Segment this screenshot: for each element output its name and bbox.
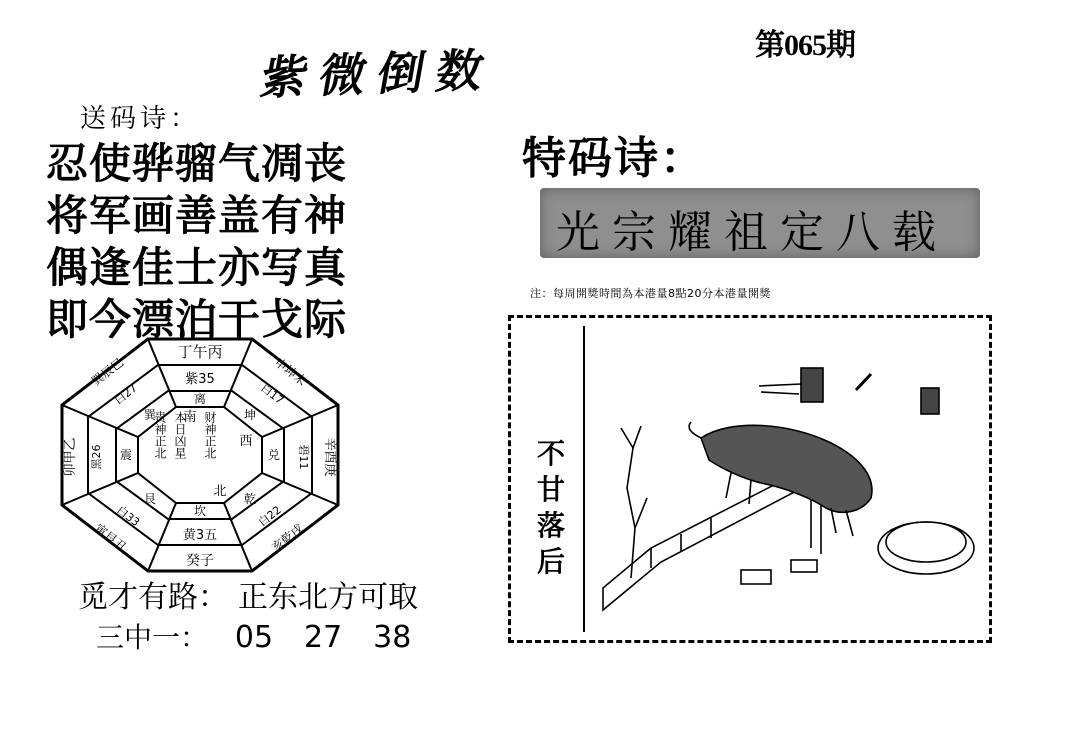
bagua-inner-top-left: 白27: [111, 381, 140, 408]
poem-line: 将军画善盖有神: [46, 191, 348, 240]
bagua-center-south: 南: [183, 410, 197, 425]
bagua-trigram-qian: 乾: [243, 492, 257, 506]
round-pen: [878, 522, 974, 574]
illustration-side-panel: [519, 326, 585, 632]
bagua-outer-left: 卯甲乙: [63, 437, 78, 477]
bagua-center-left-col1: 贵神正北: [153, 411, 167, 459]
bagua-inner-bottom-left: 白33: [114, 503, 143, 530]
illustration-caption: 不甘落后: [536, 437, 565, 578]
bagua-outer-bottom: 癸子: [186, 553, 214, 569]
bagua-trigram-zhen: 震: [119, 448, 133, 462]
boar-tail: [689, 422, 701, 438]
bagua-center-west: 西: [239, 434, 253, 449]
illustration-boar-sketch: [591, 348, 987, 638]
bagua-inner-bottom-right: 白22: [255, 503, 284, 530]
bagua-trigram-li: 离: [193, 392, 207, 406]
bagua-trigram-xun: 巽: [143, 408, 157, 422]
three-in-one-number: 05: [234, 620, 274, 655]
three-in-one-label: 三中一：: [96, 621, 209, 654]
brick-1: [741, 570, 771, 584]
special-poem-box: [540, 188, 980, 258]
wealth-path: [78, 572, 418, 616]
stump-1: [801, 368, 823, 402]
bagua-center-right-col: 财神正北: [203, 411, 217, 459]
poem-line: 忍使骅骝气凋丧: [46, 139, 348, 188]
draw-time-note: 注：每周開獎時間為本港量8點20分本港量開獎: [530, 287, 771, 300]
wealth-path-value: 正东北方可取: [238, 580, 418, 615]
bagua-trigram-gen: 艮: [143, 492, 157, 506]
bagua-outer-bottom-left: 寅艮丑: [91, 521, 129, 555]
bagua-outer-top-left: 巽辰巳: [89, 355, 127, 389]
bagua-inner-left: 黑26: [90, 444, 103, 470]
bagua-trigram-dui: 兑: [267, 448, 281, 462]
bagua-inner-right: 碧11: [297, 444, 310, 470]
issue-number: 第065期: [755, 29, 855, 62]
bagua-svg: [50, 335, 350, 575]
poem-line: 即今漂泊干戈际: [46, 295, 348, 344]
three-in-one-number: 38: [373, 620, 412, 655]
boar-body: [701, 425, 872, 512]
page-title: 紫微倒数: [256, 42, 500, 105]
bagua-outer-top: 丁午丙: [177, 343, 223, 361]
illustration-frame: [508, 315, 992, 643]
bagua-outer-top-right: 申坤未: [271, 355, 309, 389]
bagua-inner-bottom: 黄3五: [182, 528, 218, 543]
boar-sketch-svg: [591, 348, 987, 638]
bagua-center-left-col2: 本日凶星: [173, 411, 187, 459]
wealth-path-label: 觅才有路：: [78, 580, 228, 615]
bagua-center-north: 北: [213, 484, 227, 499]
bagua-diagram: [50, 335, 350, 575]
bagua-inner-top: 紫35: [185, 372, 215, 387]
bagua-trigram-kan: 坎: [193, 504, 207, 518]
round-pen-inner: [886, 522, 966, 562]
bagua-inner-top-right: 白17: [258, 381, 287, 408]
feather: [856, 374, 871, 390]
send-poem: [46, 138, 347, 346]
poem-line: 偶逢佳士亦写真: [46, 243, 348, 292]
three-in-one-number: 27: [304, 620, 343, 655]
three-in-one: [96, 616, 433, 656]
brick-2: [791, 560, 817, 572]
special-poem-text: 光宗耀祖定八载: [556, 207, 948, 258]
bagua-outer-right: 辛酉庚: [322, 437, 337, 477]
send-poem-label: 送码诗：: [80, 104, 201, 134]
ground-lines: [759, 384, 801, 394]
stump-2: [921, 388, 939, 414]
bagua-inner-ring: [116, 391, 284, 519]
bagua-trigram-kun: 坤: [243, 408, 257, 422]
bagua-outer-bottom-right: 亥乾戌: [269, 521, 307, 555]
special-poem-label: 特码诗：: [522, 133, 706, 184]
